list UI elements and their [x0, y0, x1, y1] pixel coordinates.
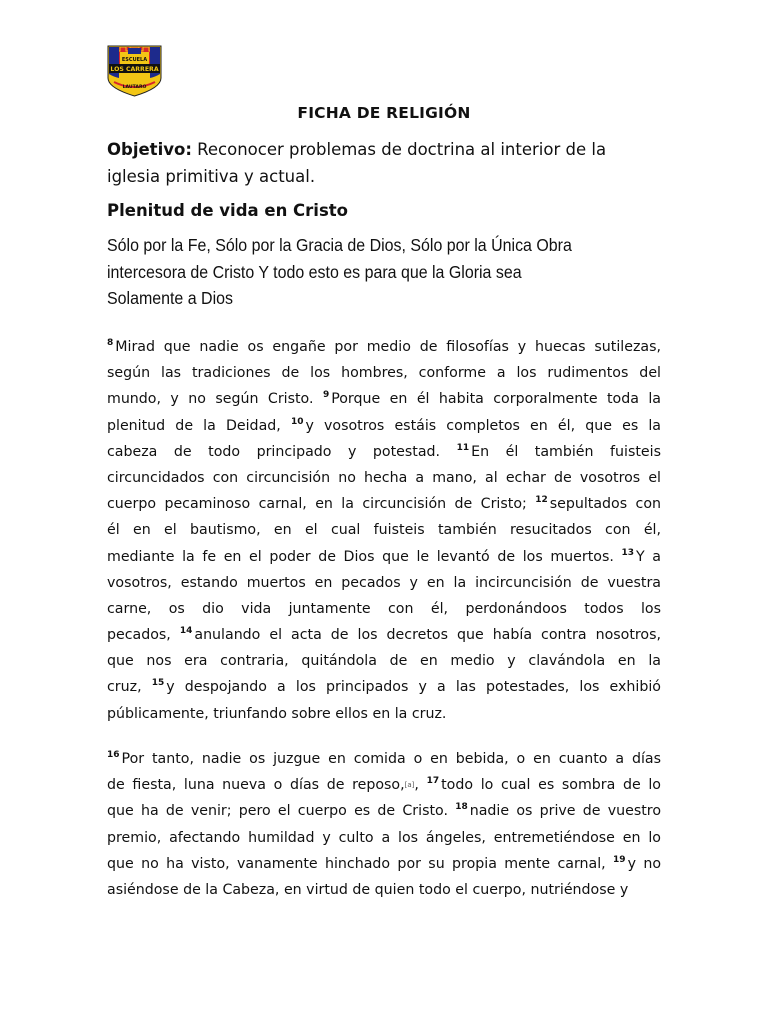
text-line: [107, 570, 661, 596]
text-line: [107, 851, 661, 877]
verse-number: 12: [535, 495, 548, 506]
school-logo: [106, 44, 163, 97]
text-line: [107, 701, 661, 727]
text-line: [107, 648, 661, 674]
verse-text: anulando el acta de los decretos que había contra nosotros,: [194, 627, 661, 644]
verse-text: de fiesta, luna nueva o días de reposo,: [107, 777, 405, 794]
verse-text: sepultados con: [549, 496, 661, 513]
verse-text: cuerpo pecaminoso carnal, en la circuncisión de Cristo;: [107, 496, 527, 513]
text-line: [107, 334, 661, 360]
verse-number: 18: [455, 802, 468, 813]
verse-text: Por tanto, nadie os juzgue en comida o en bebida, o en cuanto a días: [121, 751, 661, 767]
text-line: [107, 544, 661, 570]
verse-number: 8: [107, 338, 114, 348]
verse-text: cabeza de todo principado y potestad.: [107, 443, 441, 460]
verse-text: según las tradiciones de los hombres, conforme a los rudimentos del: [107, 365, 661, 382]
objective-label: Objetivo:: [107, 140, 192, 159]
verse-text: cruz,: [107, 679, 142, 696]
verse-paragraph-1: [107, 334, 661, 727]
verse-number: 14: [179, 626, 193, 637]
verse-number: 16: [107, 750, 120, 760]
verse-text: y vosotros estáis completos en él, que es la: [305, 417, 662, 434]
verse-text: públicamente, triunfando sobre ellos en la cruz.: [107, 705, 447, 722]
verse-text: Y a: [636, 548, 661, 565]
tagline: [107, 232, 627, 312]
text-line: [107, 746, 661, 772]
verse-text: que no ha visto, vanamente hinchado por su propia mente carnal,: [107, 855, 606, 872]
verse-text: Porque en él habita corporalmente toda la: [331, 391, 662, 408]
text-line: [107, 491, 661, 517]
verse-text: y no: [627, 855, 662, 872]
section-subtitle: Plenitud de vida en Cristo: [107, 201, 349, 220]
logo-top-text: ESCUELA: [121, 57, 148, 63]
verse-text: Mirad que nadie os engañe por medio de filosofías y huecas sutilezas,: [115, 339, 661, 355]
footnote-mark: [a]: [404, 781, 415, 790]
text-line: [107, 596, 661, 622]
verse-text: circuncidados con circuncisión no hecha a mano, al echar de vosotros el: [107, 469, 661, 486]
verse-text: mundo, y no según Cristo.: [107, 391, 314, 408]
text-line: [107, 622, 661, 648]
verse-text: mediante la fe en el poder de Dios que le levantó de los muertos.: [107, 548, 614, 565]
tagline-line: Solamente a Dios: [107, 288, 233, 308]
logo-bottom-text: LAUTARO: [122, 85, 147, 90]
verse-text: premio, afectando humildad y culto a los ángeles, entremetiéndose en lo: [107, 829, 661, 846]
text-line: [107, 825, 661, 851]
objective-text-2: iglesia primitiva y actual.: [107, 166, 316, 186]
text-line: [107, 877, 661, 903]
text-line: [107, 674, 661, 700]
verse-text: carne, os dio vida juntamente con él, perdonándoos todos los: [107, 600, 661, 617]
objective-line-1: [107, 137, 667, 164]
verse-text: que nos era contraria, quitándola de en medio y clavándola en la: [107, 653, 661, 670]
verse-number: 11: [456, 442, 470, 453]
verse-text: todo lo cual es sombra de lo: [441, 777, 661, 794]
verse-number: 19: [613, 854, 626, 865]
objective-text-1: Reconocer problemas de doctrina al interior de la: [197, 140, 607, 159]
text-line: [107, 517, 661, 543]
verse-text: y despojando a los principados y a las potestades, los exhibió: [166, 679, 661, 696]
verse-text: pecados,: [107, 627, 171, 644]
logo-name-text: LOS CARRERA: [110, 66, 159, 73]
verse-text: asiéndose de la Cabeza, en virtud de quien todo el cuerpo, nutriéndose y: [107, 881, 629, 898]
verse-text: ,: [414, 777, 419, 794]
verse-number: 13: [621, 547, 635, 558]
text-line: [107, 386, 661, 412]
text-line: [107, 360, 661, 386]
verse-number: 9: [322, 390, 330, 401]
verse-number: 15: [151, 678, 165, 689]
text-line: [107, 798, 661, 824]
verse-text: nadie os prive de vuestro: [469, 803, 661, 820]
verse-text: él en el bautismo, en el cual fuisteis también resucitados con él,: [107, 522, 661, 539]
verse-number: 17: [426, 776, 440, 787]
text-line: [107, 439, 661, 465]
verse-text: que ha de venir; pero el cuerpo es de Cristo.: [107, 803, 448, 820]
tagline-line: Sólo por la Fe, Sólo por la Gracia de Dios, Sólo por la Única Obra: [107, 235, 572, 255]
verse-text: En él también fuisteis: [471, 443, 661, 460]
verse-text: vosotros, estando muertos en pecados y en la incircuncisión de vuestra: [107, 574, 661, 591]
verse-paragraph-2: [107, 746, 661, 903]
page-title: FICHA DE RELIGIÓN: [297, 104, 471, 122]
verse-text: plenitud de la Deidad,: [107, 417, 281, 434]
verse-number: 10: [290, 416, 304, 427]
text-line: [107, 413, 661, 439]
text-line: [107, 772, 661, 798]
objective: [107, 137, 667, 190]
text-line: [107, 465, 661, 491]
tagline-line: intercesora de Cristo Y todo esto es para que la Gloria sea: [107, 261, 522, 282]
